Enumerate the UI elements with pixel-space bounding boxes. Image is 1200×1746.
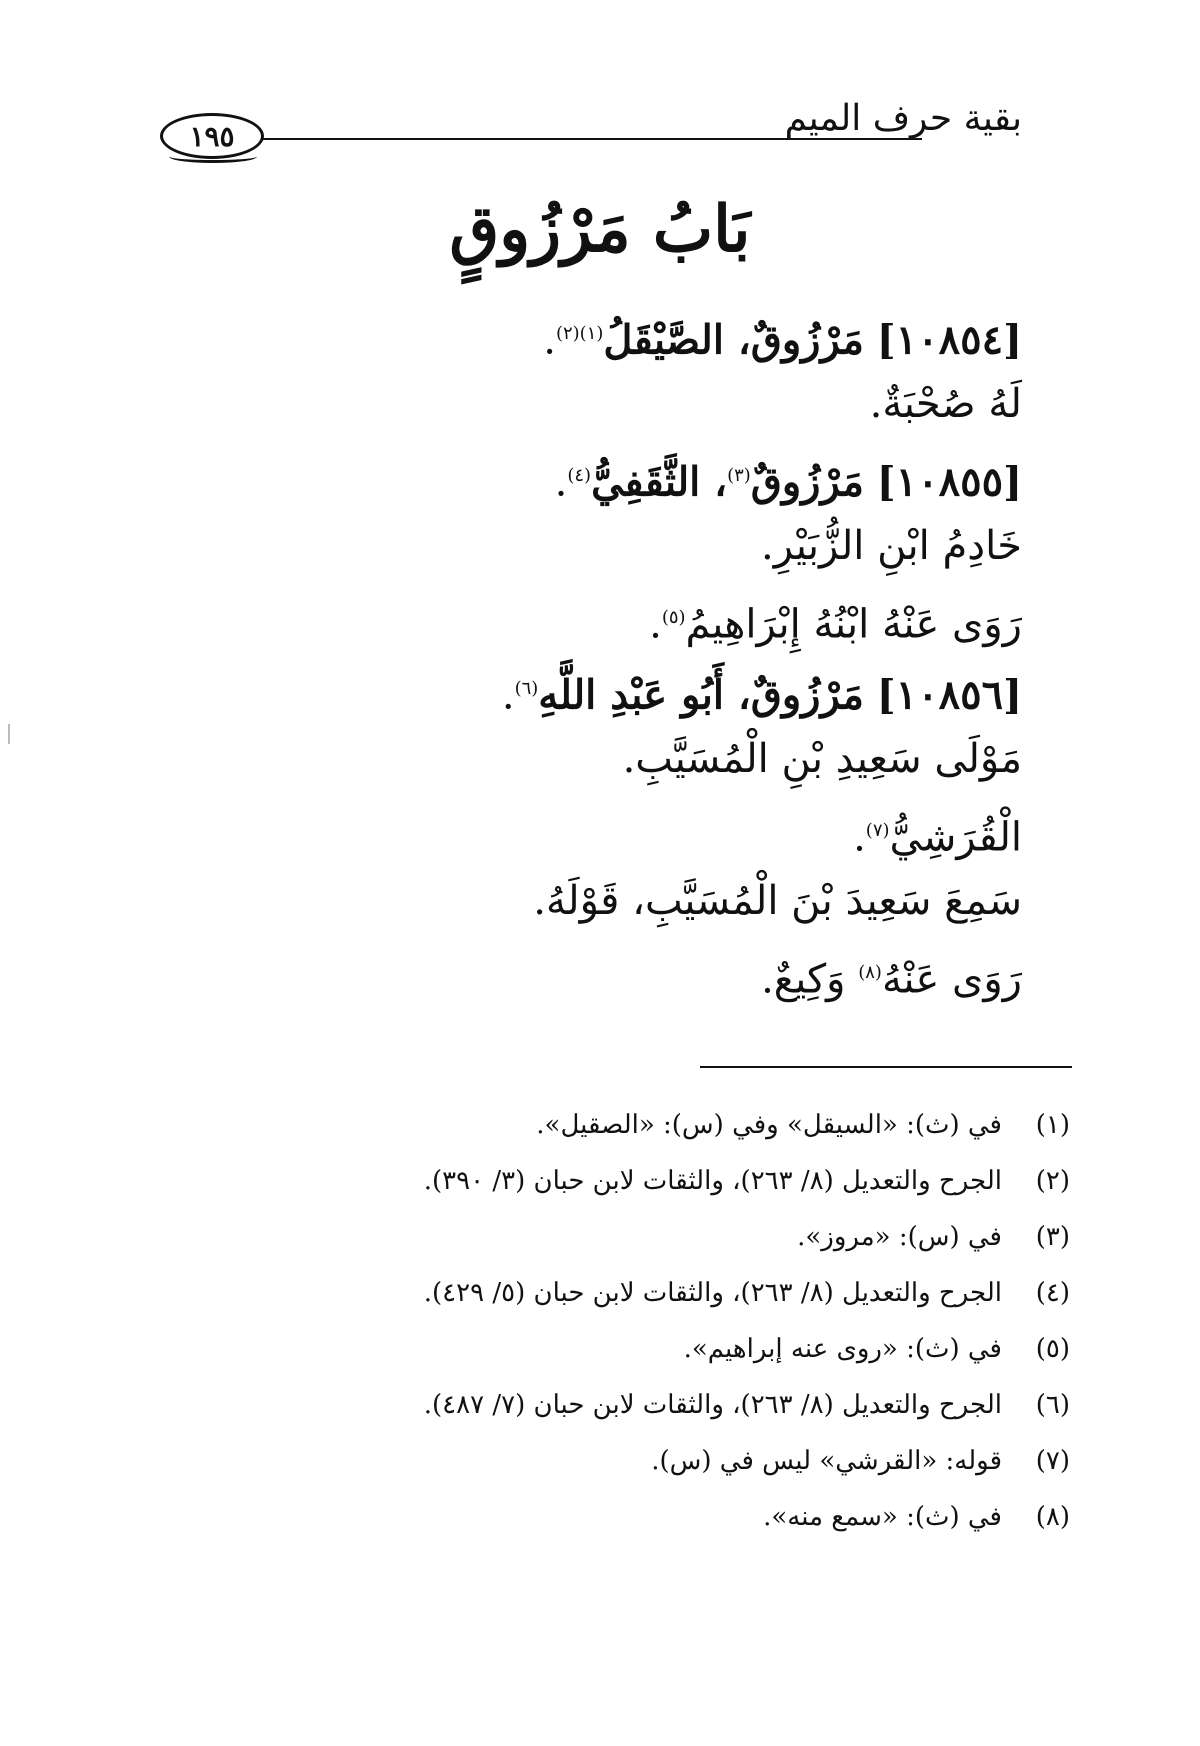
footnote-text: في (س): «مروز». xyxy=(797,1222,1002,1252)
entry-text: سَمِعَ سَعِيدَ بْنَ الْمُسَيَّبِ، قَوْلَهُ. xyxy=(533,878,1022,924)
footnote-mark: (٣) xyxy=(1035,1222,1070,1252)
entry-text: لَهُ صُحْبَةٌ. xyxy=(869,381,1022,427)
footnote-text: في (ث): «سمع منه». xyxy=(763,1502,1002,1532)
footnote-mark: (٢) xyxy=(1035,1166,1070,1196)
entry-text: رَوَى عَنْهُ ابْنُهُ إِبْرَاهِيمُ xyxy=(685,601,1022,648)
entry-end: . xyxy=(554,459,568,506)
footnote-text: الجرح والتعديل (٨/ ٢٦٣)، والثقات لابن حبان (٧/ ٤٨٧). xyxy=(423,1390,1002,1420)
footnote-text: في (ث): «روى عنه إبراهيم». xyxy=(683,1334,1002,1364)
entry-line xyxy=(162,937,1022,1008)
entry-name: مَرْزُوقٌ xyxy=(750,458,864,506)
entry-name: مَرْزُوقٌ، الصَّيْقَلُ xyxy=(603,316,864,364)
page-number-badge xyxy=(160,113,264,159)
footnote-mark: (٤) xyxy=(1035,1278,1070,1308)
footnotes-section xyxy=(70,1097,1070,1545)
footnote-text: الجرح والتعديل (٨/ ٢٦٣)، والثقات لابن حبان (٣/ ٣٩٠). xyxy=(423,1166,1002,1196)
scan-margin-mark xyxy=(8,724,10,744)
header-rule xyxy=(262,138,922,140)
entry-line xyxy=(162,440,1022,511)
footnote-item xyxy=(70,1265,1070,1321)
entry-line xyxy=(162,795,1022,866)
entry-end: . xyxy=(501,672,515,719)
footnote-item xyxy=(70,1321,1070,1377)
footnote-separator xyxy=(700,1066,1072,1068)
entry-name-nisba: ، الثَّقَفِيُّ xyxy=(591,458,728,506)
entry-end: . xyxy=(853,814,866,861)
footnote-mark: (٥) xyxy=(1035,1334,1070,1364)
footnote-ref: (٣) xyxy=(727,465,751,486)
chapter-title: بَابُ مَرْزُوقٍ xyxy=(449,192,751,267)
entry-line xyxy=(162,511,1022,582)
entry-line xyxy=(162,369,1022,440)
footnote-item xyxy=(70,1209,1070,1265)
entry-text: مَوْلَى سَعِيدِ بْنِ الْمُسَيَّبِ. xyxy=(622,736,1022,782)
footnote-item xyxy=(70,1489,1070,1545)
footnote-text: في (ث): «السيقل» وفي (س): «الصقيل». xyxy=(536,1110,1002,1140)
entry-line xyxy=(162,724,1022,795)
footnote-mark: (١) xyxy=(1035,1110,1070,1140)
footnote-item xyxy=(70,1433,1070,1489)
entry-text-continued: وَكِيعٌ. xyxy=(761,956,859,1003)
footnote-ref: (٥) xyxy=(661,607,686,628)
footnote-mark: (٧) xyxy=(1035,1446,1070,1476)
footnote-item xyxy=(70,1377,1070,1433)
footnote-mark: (٦) xyxy=(1035,1390,1070,1420)
running-header-title: بقية حرف الميم xyxy=(784,98,1022,139)
footnote-item xyxy=(70,1153,1070,1209)
footnote-ref: (١)(٢) xyxy=(555,323,604,344)
entry-text: رَوَى عَنْهُ xyxy=(881,956,1022,1003)
footnote-mark: (٨) xyxy=(1035,1502,1070,1532)
page-number: ١٩٥ xyxy=(189,119,235,153)
footnote-ref: (٤) xyxy=(567,465,592,486)
entry-line xyxy=(162,582,1022,653)
entry-number: [١٠٨٥٤] xyxy=(876,316,1022,364)
entry-name: مَرْزُوقٌ، أَبُو عَبْدِ اللَّهِ xyxy=(538,671,864,719)
footnote-item xyxy=(70,1097,1070,1153)
footnote-ref: (٨) xyxy=(858,962,882,983)
entry-line xyxy=(162,653,1022,724)
entries-body xyxy=(162,298,1022,1008)
entry-text: خَادِمُ ابْنِ الزُّبَيْرِ. xyxy=(761,523,1022,569)
footnote-ref: (٦) xyxy=(514,678,539,699)
footnote-text: قوله: «القرشي» ليس في (س). xyxy=(651,1446,1002,1476)
entry-line xyxy=(162,298,1022,369)
entry-number: [١٠٨٥٦] xyxy=(876,671,1022,719)
entry-line xyxy=(162,866,1022,937)
entry-end: . xyxy=(649,601,662,648)
footnote-ref: (٧) xyxy=(865,820,890,841)
entry-text: الْقُرَشِيُّ xyxy=(889,814,1022,861)
footnote-text: الجرح والتعديل (٨/ ٢٦٣)، والثقات لابن حبان (٥/ ٤٢٩). xyxy=(423,1278,1002,1308)
entry-end: . xyxy=(543,317,556,364)
entry-number: [١٠٨٥٥] xyxy=(876,458,1022,506)
